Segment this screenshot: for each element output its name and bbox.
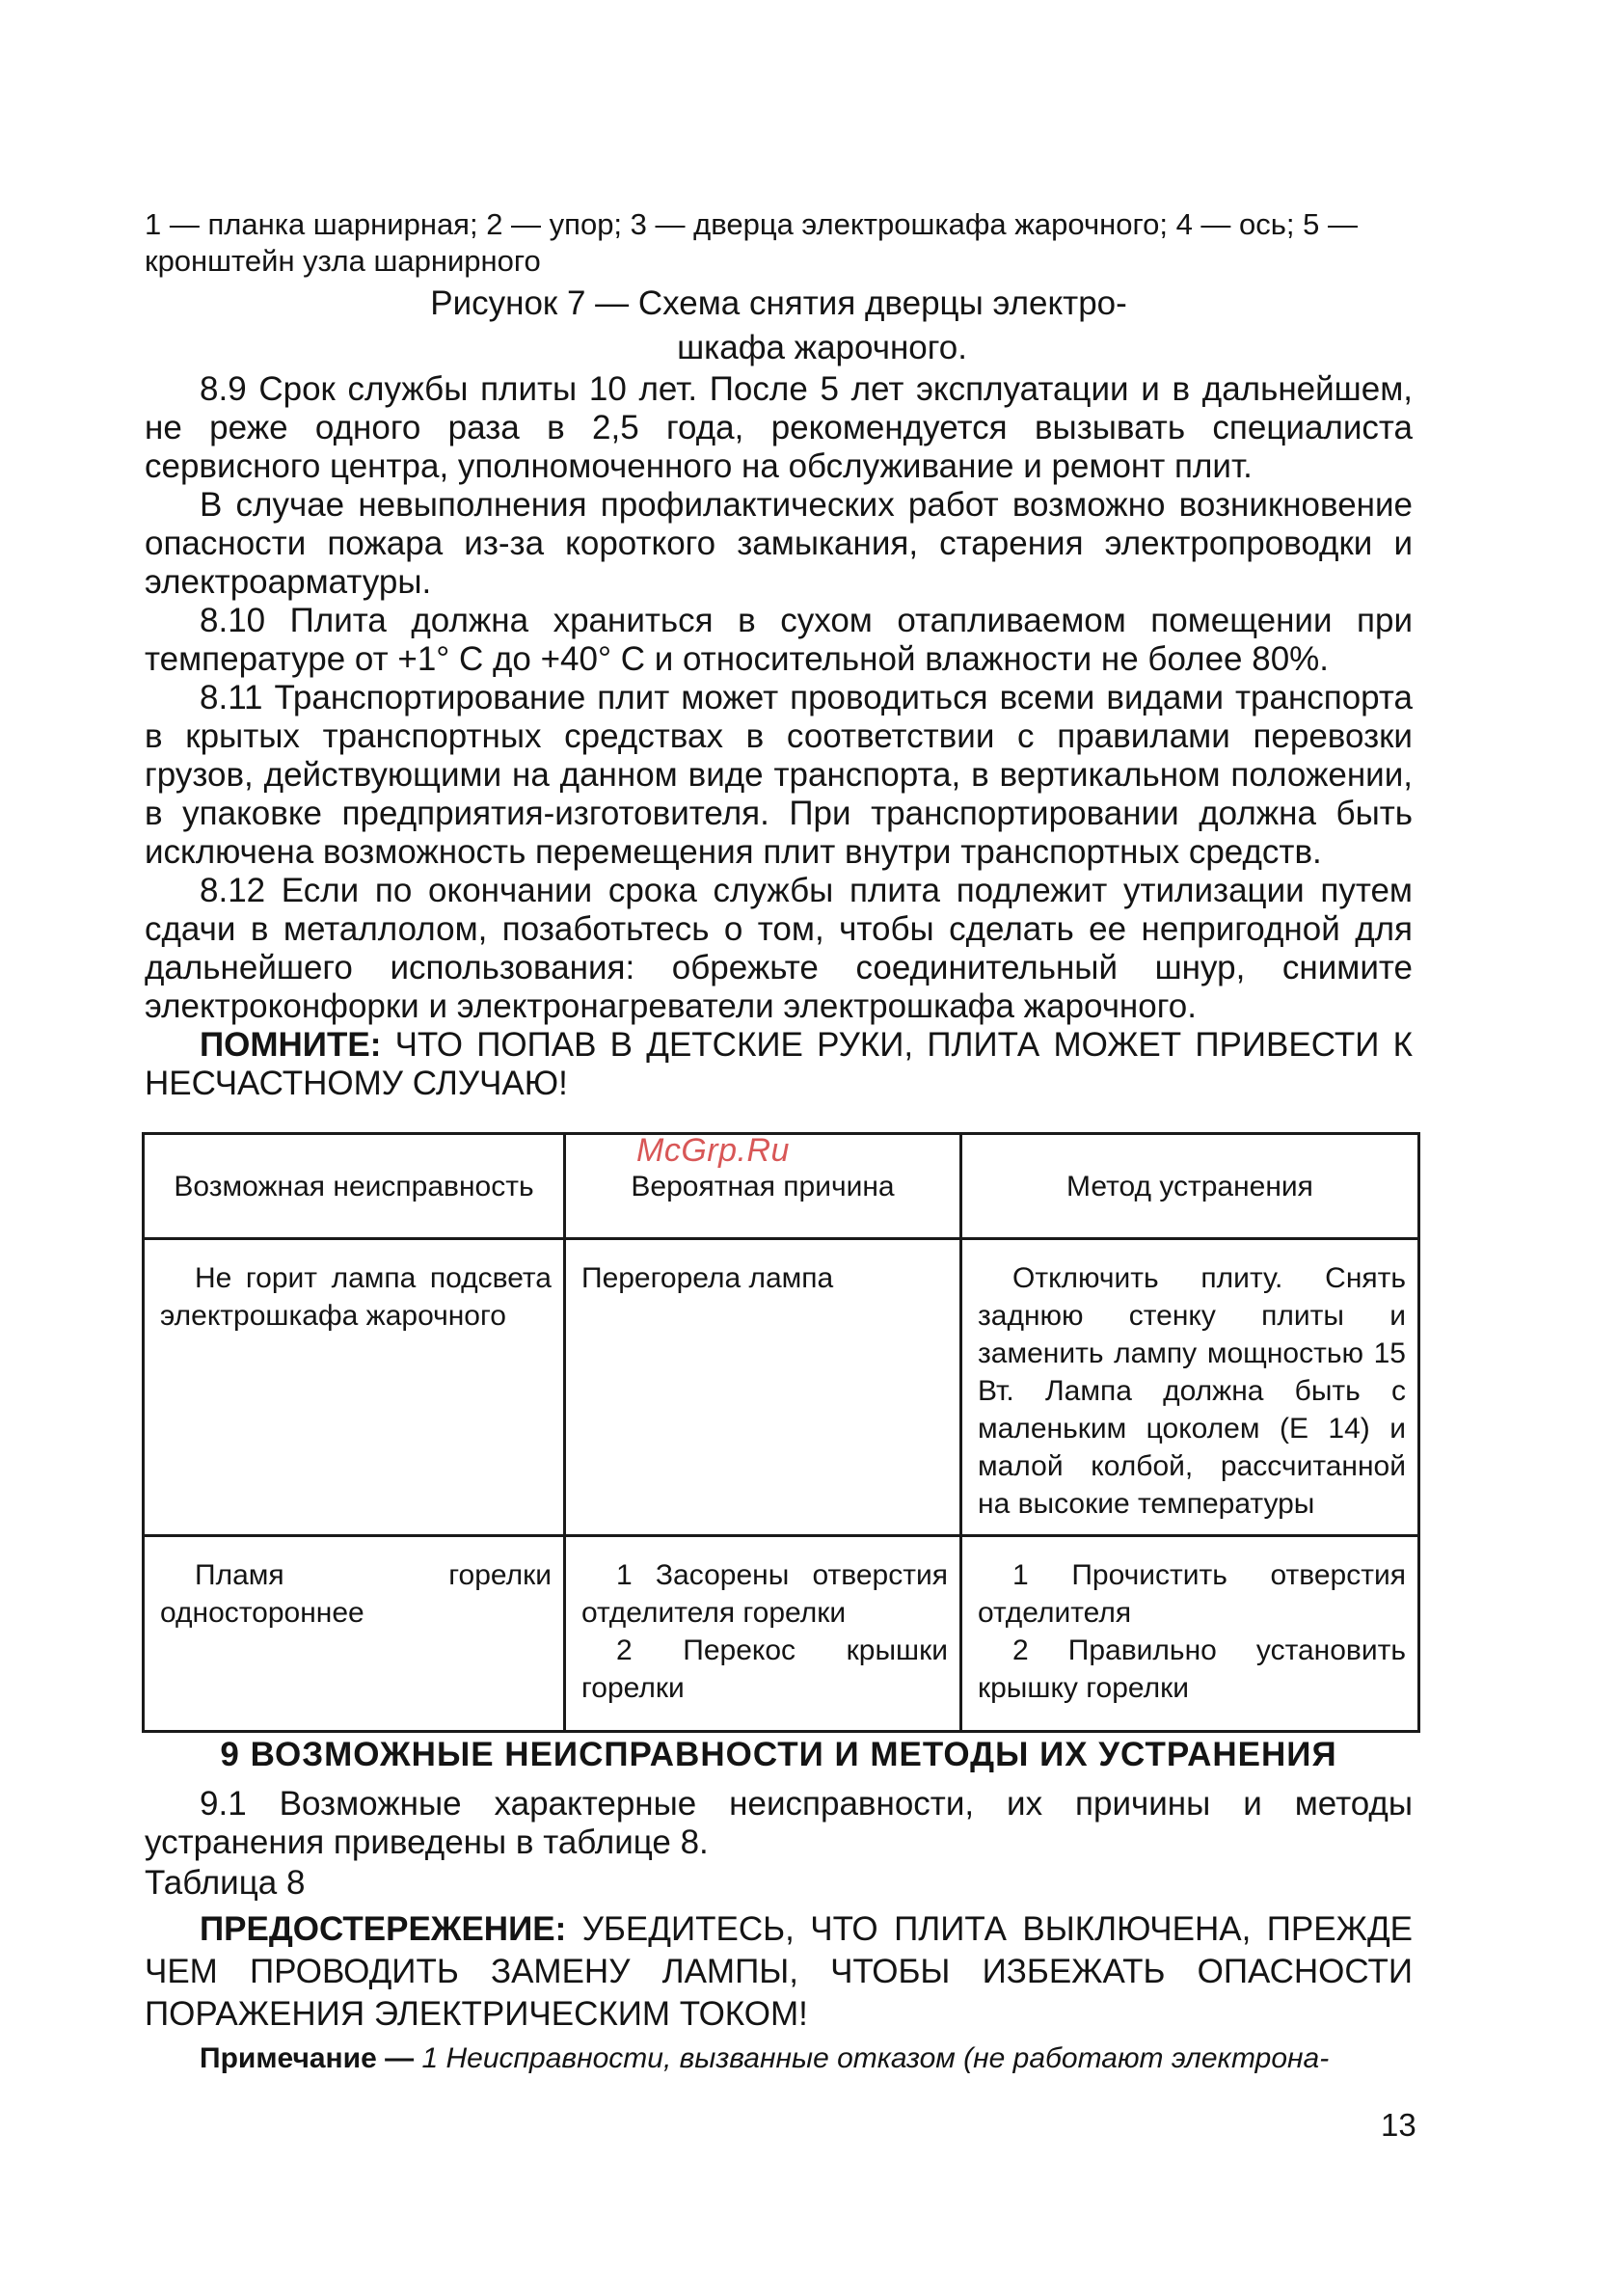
figure-legend: 1 — планка шарнирная; 2 — упор; 3 — дверца электрошкафа жарочного; 4 — ось; 5 — кронштейн узла шарнирного xyxy=(145,207,1359,278)
note-text: 1 Неисправности, вызванные отказом (не работают электрона- xyxy=(414,2042,1330,2074)
table-cell-fault xyxy=(144,1536,565,1732)
table-row xyxy=(144,1239,1419,1536)
note xyxy=(145,2038,1413,2080)
header-cause: Вероятная причина xyxy=(565,1134,961,1239)
table-cell-cause xyxy=(565,1239,961,1536)
cause-text: 1 Засорены отверстия отделителя горелки xyxy=(581,1559,948,1629)
warning-notice xyxy=(145,1908,1413,2036)
paragraph-8-9-continued: В случае невыполнения профилактических работ возможно возникновение опасности пожара из-за короткого замыкания, старения электропроводки и электроарматуры. xyxy=(145,486,1413,601)
table-cell-cause xyxy=(565,1536,961,1732)
method-text: 2 Правильно установить крышку горелки xyxy=(978,1634,1406,1704)
cause-text: 2 Перекос крышки горелки xyxy=(581,1634,948,1704)
faults-table xyxy=(142,1132,1420,1733)
paragraph-8-10: 8.10 Плита должна храниться в сухом отапливаемом помещении при температуре от +1° С до +40° С и относительной влажности не более 80%. xyxy=(145,602,1413,678)
note-label: Примечание — xyxy=(200,2042,415,2074)
cause-text: Перегорела лампа xyxy=(581,1262,834,1294)
watermark: McGrp.Ru xyxy=(636,1132,790,1169)
table-cell-method xyxy=(961,1536,1419,1732)
table-cell-method xyxy=(961,1239,1419,1536)
remember-text: ЧТО ПОПАВ В ДЕТСКИЕ РУКИ, ПЛИТА МОЖЕТ ПРИВЕСТИ К НЕСЧАСТНОМУ СЛУЧАЮ! xyxy=(145,1026,1413,1102)
fault-text: Пламя горелки одностороннее xyxy=(160,1559,552,1629)
method-text: Отключить плиту. Снять заднюю стенку плиты и заменить лампу мощностью 15 Вт. Лампа должна быть с маленьким цоколем (Е 14) и малой колбой, рассчитанной на высокие температуры xyxy=(978,1262,1406,1520)
paragraph-8-9: 8.9 Срок службы плиты 10 лет. После 5 лет эксплуатации и в дальнейшем, не реже одного раза в 2,5 года, рекомендуется вызывать специалиста сервисного центра, уполномоченного на обслуживание и ремонт плит. xyxy=(145,370,1413,485)
paragraph-9-1: 9.1 Возможные характерные неисправности, их причины и методы устранения приведены в таблице 8. xyxy=(145,1785,1413,1861)
table-cell-fault xyxy=(144,1239,565,1536)
method-text: 1 Прочистить отверстия отделителя xyxy=(978,1559,1406,1629)
paragraph-8-11: 8.11 Транспортирование плит может проводиться всеми видами транспорта в крытых транспортных средствах в соответствии с правилами перевозки грузов, действующими на данном виде транспорта, в вертикальном положении, в упаковке предприятия-изготовителя. При транспортировании должна быть исключена возможность перемещения плит внутри транспортных средств. xyxy=(145,679,1413,871)
figure-caption-line1: Рисунок 7 — Схема снятия дверцы электро- xyxy=(430,284,1127,322)
paragraph-8-12: 8.12 Если по окончании срока службы плита подлежит утилизации путем сдачи в металлолом, позаботьтесь о том, чтобы сделать ее непригодной для дальнейшего использования: обрежьте соединительный шнур, снимите электроконфорки и электронагреватели электрошкафа жарочного. xyxy=(145,872,1413,1025)
page-number: 13 xyxy=(1381,2107,1416,2143)
header-method: Метод устранения xyxy=(961,1134,1419,1239)
fault-text: Не горит лампа подсвета электрошкафа жарочного xyxy=(160,1262,552,1332)
remember-notice xyxy=(145,1026,1413,1103)
warning-label: ПРЕДОСТЕРЕЖЕНИЕ: xyxy=(200,1910,567,1948)
table-row xyxy=(144,1536,1419,1732)
header-fault: Возможная неисправность xyxy=(144,1134,565,1239)
section-9-heading: 9 ВОЗМОЖНЫЕ НЕИСПРАВНОСТИ И МЕТОДЫ ИХ УСТРАНЕНИЯ xyxy=(220,1736,1337,1773)
table-label: Таблица 8 xyxy=(145,1864,306,1902)
figure-caption-line2: шкафа жарочного. xyxy=(677,329,967,366)
warning-text: УБЕДИТЕСЬ, ЧТО ПЛИТА ВЫКЛЮЧЕНА, ПРЕЖДЕ ЧЕМ ПРОВОДИТЬ ЗАМЕНУ ЛАМПЫ, ЧТОБЫ ИЗБЕЖАТЬ ОПАСНОСТИ ПОРАЖЕНИЯ ЭЛЕКТРИЧЕСКИМ ТОКОМ! xyxy=(145,1910,1413,2033)
remember-label: ПОМНИТЕ: xyxy=(200,1026,382,1064)
